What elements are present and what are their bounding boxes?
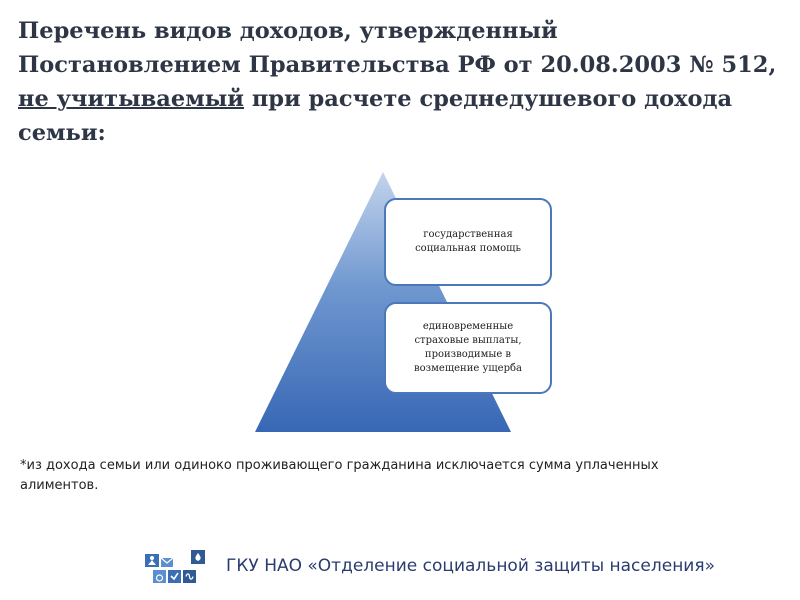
logo-icon-grid [145,550,205,583]
title-text-underlined: не учитываемый [18,86,244,112]
title-text-main: Перечень видов доходов, утвержденный Постановлением Правительства РФ от 20.08.2003 № 512, [18,18,777,78]
title-text-tail: при расчете среднедушевого дохода семьи: [18,86,733,146]
organization-logo [143,548,211,586]
footnote: *из дохода семьи или одиноко проживающего гражданина исключается сумма уплаченных алиментов. [20,458,659,493]
organization-name: ГКУ НАО «Отделение социальной защиты населения» [226,556,715,576]
checkmark-icon [168,570,181,583]
income-type-box-2 [384,302,552,394]
income-type-label-2: единовременные страховые выплаты, производимые в возмещение ущерба [414,321,522,374]
income-type-label-1: государственная социальная помощь [415,229,521,254]
income-type-box-1 [384,198,552,286]
